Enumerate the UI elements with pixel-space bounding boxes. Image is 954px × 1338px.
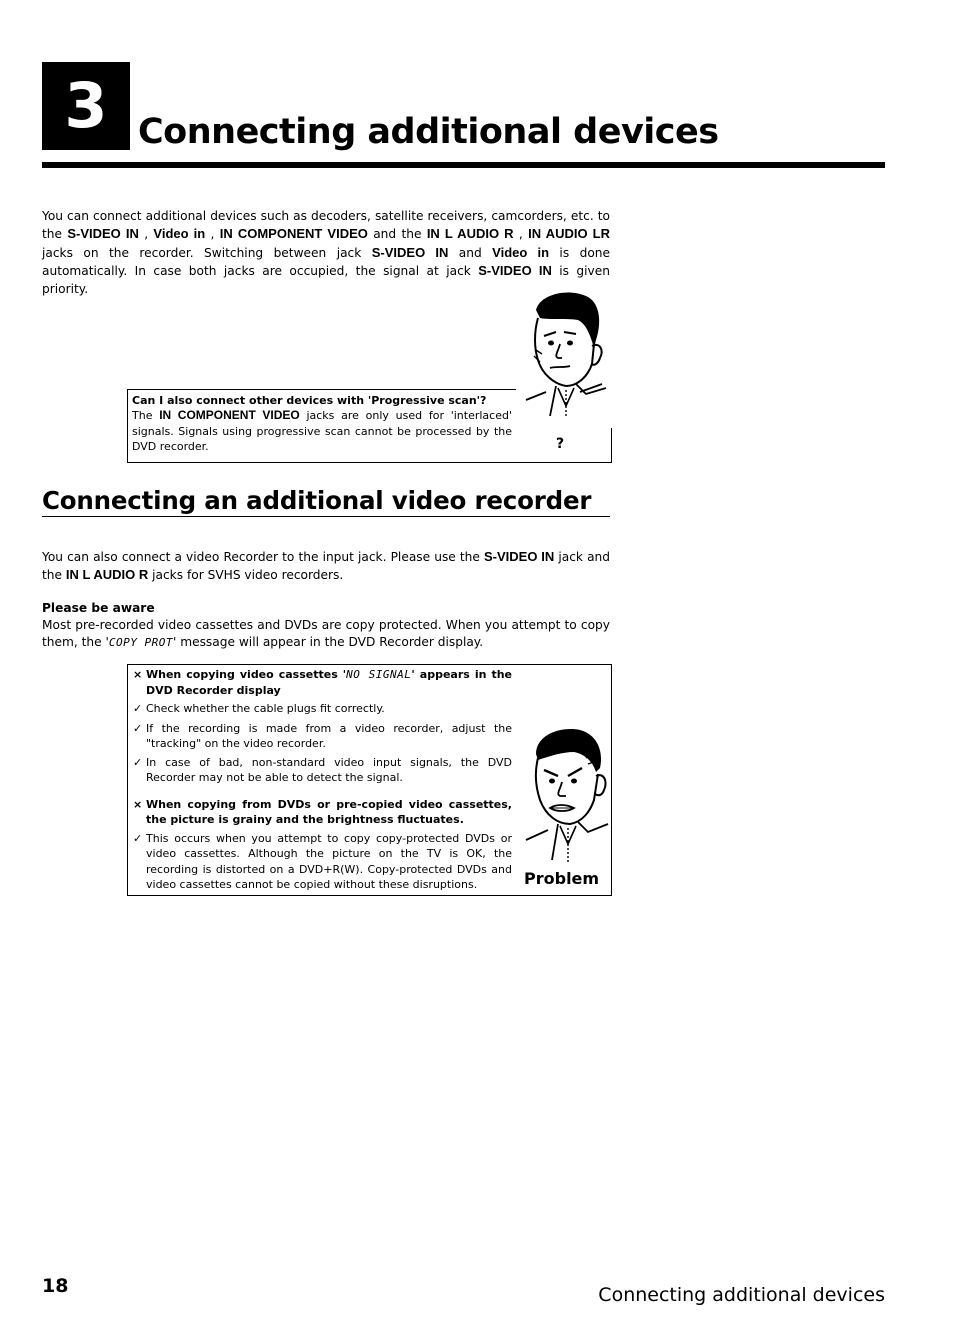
intro-text: You can connect additional devices such as decoders, satellite receivers, camcorders, etc. to the: [42, 209, 610, 242]
jack-name: S-VIDEO IN: [478, 263, 552, 279]
solution-item: [130, 755, 512, 786]
chapter-number-box: [42, 62, 130, 150]
jack-name: Video in: [153, 226, 206, 242]
intro-text: is done automatically. In case both jacks are occupied, the signal at jack: [42, 245, 611, 279]
section-paragraph: [42, 548, 610, 585]
tip-question: Can I also connect other devices with 'Progressive scan'?: [132, 394, 487, 407]
problem-label: Problem: [524, 869, 600, 888]
jack-name: S-VIDEO IN: [67, 226, 139, 242]
section-title: Connecting an additional video recorder: [42, 486, 610, 517]
jack-name: IN AUDIO LR: [528, 226, 610, 242]
solution-text: Check whether the cable plugs fit correctly.: [146, 702, 385, 715]
tip-answer: [132, 408, 512, 455]
solution-text: In case of bad, non-standard video input signals, the DVD Recorder may not be able to detect the signal.: [146, 755, 512, 784]
intro-text: is given priority.: [42, 264, 610, 296]
intro-text: and: [448, 245, 493, 260]
aware-text: ' message will appear in the DVD Recorder display.: [172, 635, 484, 650]
solution-text: If the recording is made from a video recorder, adjust the "tracking" on the video recorder.: [146, 721, 512, 750]
tip-text: jacks are only used for 'interlaced' signals. Signals using progressive scan cannot be processed by the DVD recorder.: [132, 409, 512, 453]
intro-text: jacks on the recorder. Switching between jack: [42, 245, 372, 260]
problem-text: ' appears in the DVD Recorder display: [146, 668, 512, 697]
section-text: jack and the: [42, 550, 611, 583]
title-rule: [42, 162, 885, 168]
display-message: COPY PROT: [108, 636, 173, 650]
chapter-title: Connecting additional devices: [138, 112, 719, 152]
jack-name: IN COMPONENT VIDEO: [159, 408, 300, 422]
problem-text: When copying video cassettes ': [146, 668, 347, 681]
jack-name: IN L AUDIO R: [65, 567, 149, 583]
intro-text: and the: [367, 227, 427, 242]
cross-icon: ×: [133, 797, 143, 811]
intro-text: ,: [205, 227, 220, 242]
problem-list: [130, 667, 512, 893]
problem-question: [130, 667, 512, 698]
aware-paragraph: [42, 617, 610, 652]
page-number: 18: [42, 1275, 69, 1297]
jack-name: Video in: [492, 244, 550, 260]
tip-content: [132, 393, 512, 455]
thinking-man-icon: [516, 288, 612, 428]
footer-section-name: Connecting additional devices: [598, 1284, 885, 1306]
section-text: You can also connect a video Recorder to the input jack. Please use the: [42, 550, 484, 564]
cross-icon: ×: [133, 668, 143, 681]
problem-man-icon: [522, 724, 610, 866]
check-icon: ✓: [133, 721, 143, 735]
jack-name: S-VIDEO IN: [483, 549, 555, 564]
problem-question: [130, 797, 512, 828]
section-text: jacks for SVHS video recorders.: [148, 568, 344, 583]
solution-item: [130, 831, 512, 893]
jack-name: IN L AUDIO R: [426, 226, 514, 242]
intro-text: ,: [513, 227, 529, 242]
aware-text: Most pre-recorded video cassettes and DVDs are copy protected. When you attempt to copy them, the ': [42, 618, 610, 650]
solution-item: [130, 701, 512, 717]
jack-name: S-VIDEO IN: [371, 244, 449, 260]
problem-text: When copying from DVDs or pre-copied video cassettes, the picture is grainy and the brightness fluctuates.: [146, 797, 512, 826]
solution-text: This occurs when you attempt to copy copy-protected DVDs or video cassettes. Although the picture on the TV is OK, the recording is distorted on a DVD+R(W). Copy-protected DVDs and video cassettes cannot be copied without these disruptions.: [146, 831, 512, 891]
intro-paragraph: [42, 208, 610, 298]
check-icon: ✓: [133, 702, 143, 715]
check-icon: ✓: [133, 831, 143, 845]
aware-heading: Please be aware: [42, 601, 155, 615]
display-message: NO SIGNAL: [346, 668, 412, 681]
jack-name: IN COMPONENT VIDEO: [219, 226, 368, 242]
chapter-number: 3: [64, 69, 108, 142]
intro-text: ,: [138, 227, 154, 242]
solution-item: [130, 721, 512, 752]
check-icon: ✓: [133, 755, 143, 769]
tip-text: The: [132, 409, 160, 422]
tip-question-mark: ?: [556, 436, 565, 452]
